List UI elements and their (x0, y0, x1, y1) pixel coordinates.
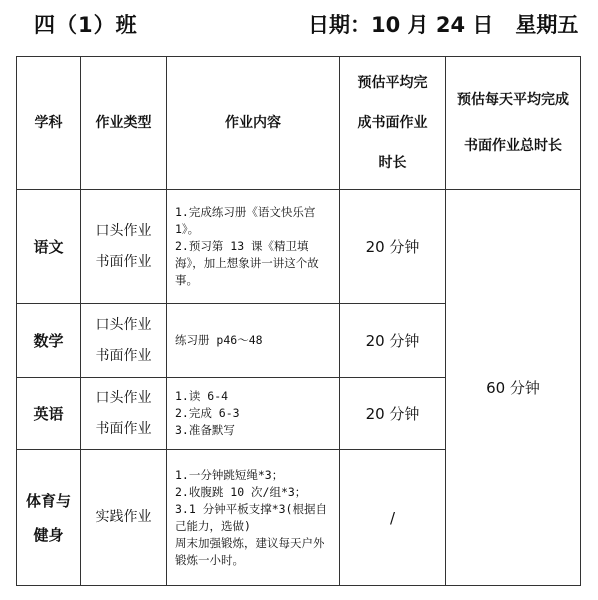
header-time (340, 57, 446, 190)
content-line: 练习册 p46～48 (175, 333, 263, 347)
type-label: 口头作业 (95, 389, 152, 406)
header-content: 作业内容 (167, 57, 340, 190)
content-cell (167, 190, 340, 304)
content-line: 1.读 6-4 (175, 389, 229, 403)
header-total-line: 预估每天平均完成 (457, 92, 569, 108)
subject-label: 语文 (33, 237, 64, 256)
homework-table (16, 56, 581, 586)
content-cell (167, 450, 340, 586)
header-total (446, 57, 581, 190)
content-line: 1.一分钟跳短绳*3； (175, 467, 284, 482)
content-line: 2.收腹跳 10 次/组*3； (175, 484, 307, 499)
subject-cell (17, 304, 81, 378)
content-line: 2.完成 6-3 (175, 406, 240, 420)
content-cell (167, 304, 340, 378)
subject-label: 英语 (33, 404, 64, 423)
content-line: 1.完成练习册《语文快乐宫 1》。 (175, 205, 316, 236)
type-cell (81, 190, 167, 304)
type-cell (81, 304, 167, 378)
time-cell: 20 分钟 (340, 304, 446, 378)
subject-cell (17, 190, 81, 304)
subject-cell (17, 378, 81, 450)
date-weekday: 日期：10 月 24 日 星期五 (308, 13, 579, 37)
header-time-line: 预估平均完 (357, 75, 428, 91)
header-time-line: 时长 (378, 155, 407, 171)
type-label: 实践作业 (95, 509, 152, 525)
subject-cell (17, 450, 81, 586)
type-label: 口头作业 (95, 222, 152, 239)
table-row (17, 190, 581, 304)
total-time-cell: 60 分钟 (446, 190, 581, 586)
time-cell: 20 分钟 (340, 378, 446, 450)
type-label: 书面作业 (95, 420, 152, 437)
header-time-line: 成书面作业 (357, 115, 428, 131)
type-label: 书面作业 (95, 347, 152, 364)
time-cell: 20 分钟 (340, 190, 446, 304)
type-cell (81, 450, 167, 586)
subject-label: 健身 (33, 525, 64, 544)
type-cell (81, 378, 167, 450)
header-subject: 学科 (17, 57, 81, 190)
header-type: 作业类型 (81, 57, 167, 190)
content-line: 周末加强锻炼，建议每天户外锻炼一小时。 (175, 535, 325, 567)
subject-label: 体育与 (25, 491, 71, 510)
content-cell (167, 378, 340, 450)
content-line: 3.准备默写 (175, 423, 235, 437)
header-total-line: 书面作业总时长 (464, 138, 562, 154)
time-cell: / (340, 450, 446, 586)
type-label: 书面作业 (95, 253, 152, 270)
class-title: 四（1）班 (34, 13, 138, 37)
type-label: 口头作业 (95, 316, 152, 333)
header-row (17, 57, 581, 190)
content-line: 3.1 分钟平板支撑*3(根据自己能力，选做) (175, 501, 327, 533)
content-line: 2.预习第 13 课《精卫填海》，加上想象讲一讲这个故事。 (175, 239, 319, 287)
subject-label: 数学 (33, 331, 64, 350)
